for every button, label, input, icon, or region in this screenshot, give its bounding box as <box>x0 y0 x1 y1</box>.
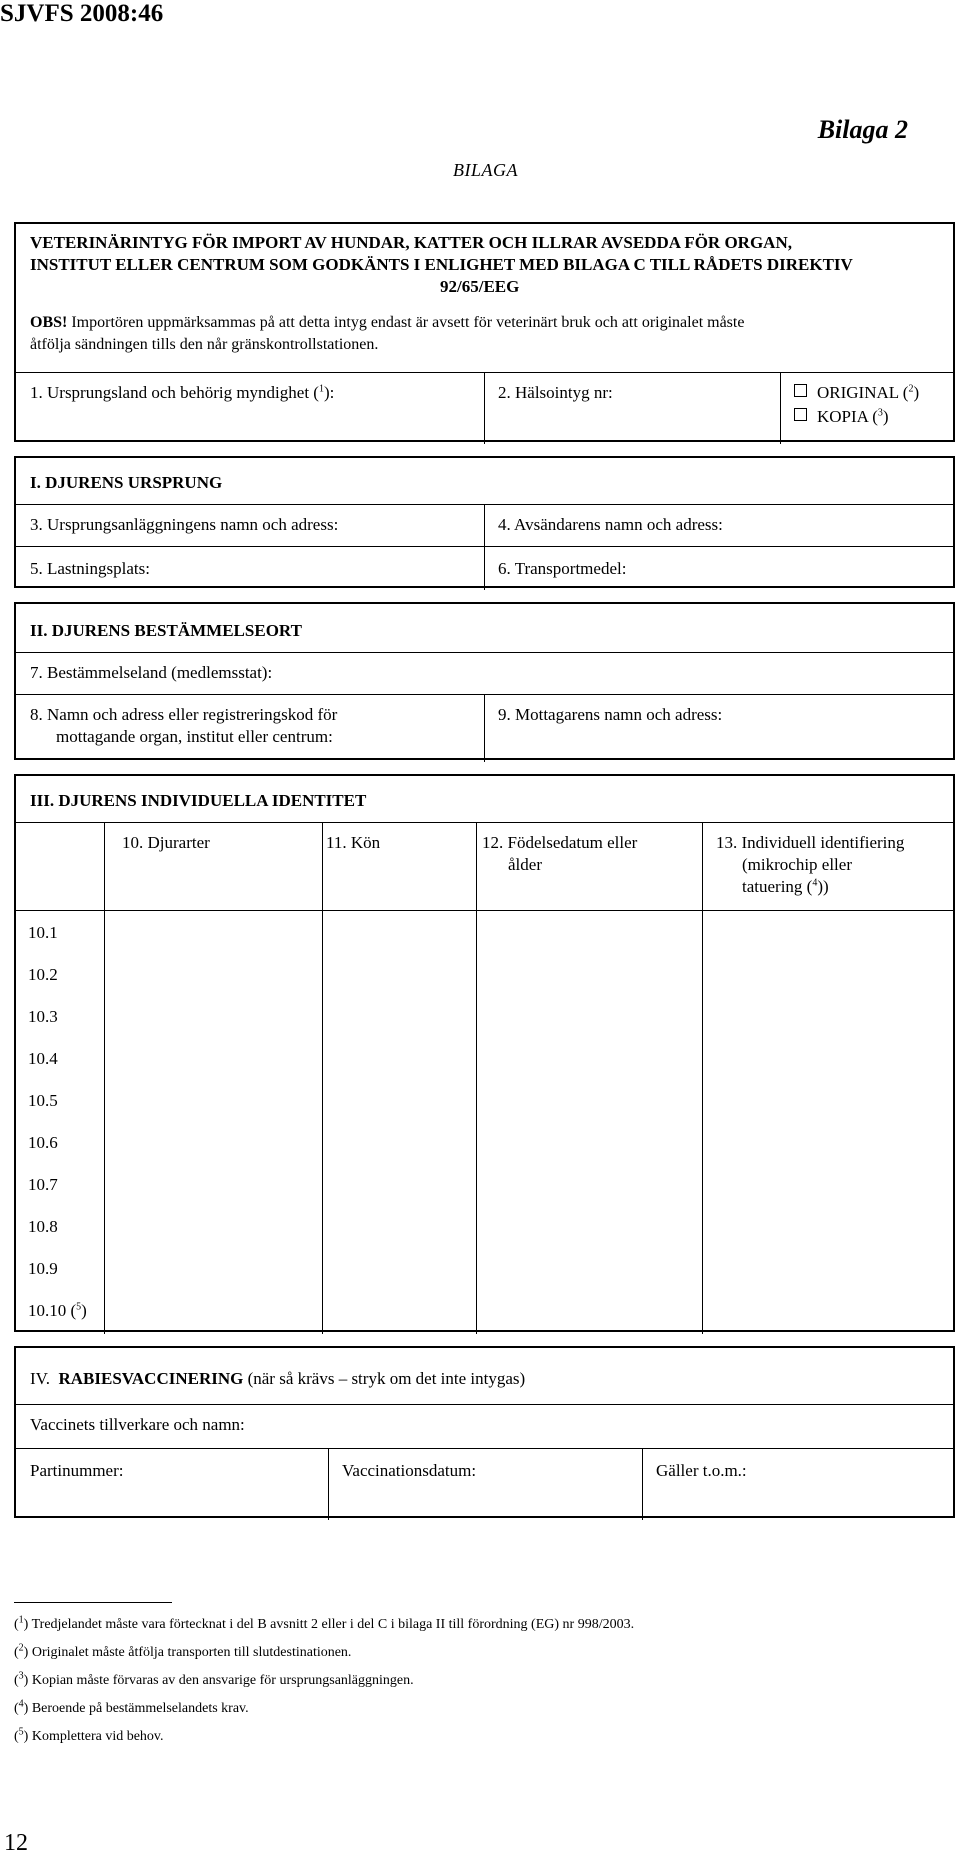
page-number: 12 <box>4 1830 28 1856</box>
checkbox-original[interactable]: ORIGINAL ($^2$) <box>794 382 919 404</box>
checkbox-icon[interactable] <box>794 408 807 421</box>
field-4-consignor[interactable]: 4. Avsändarens namn och adress: <box>498 515 723 534</box>
row-label: 10.10 ($^5$) <box>28 1301 87 1320</box>
divider <box>16 546 953 547</box>
column-header-birthdate-line2: ålder <box>508 855 542 874</box>
column-header-birthdate-line1: 12. Födelsedatum eller <box>482 833 638 852</box>
document-id: SJVFS 2008:46 <box>0 0 164 27</box>
annex-label: Bilaga 2 <box>817 115 908 144</box>
divider <box>16 1404 953 1405</box>
field-8-receiving-body-line1[interactable]: 8. Namn och adress eller registreringskod för <box>30 705 338 724</box>
divider <box>476 822 477 1334</box>
vaccination-date-field[interactable]: Vaccinationsdatum: <box>342 1461 477 1480</box>
divider <box>484 694 485 762</box>
notice-line2: åtfölja sändningen tills den når gränskontrollstationen. <box>30 336 379 353</box>
section-2-block <box>14 602 955 760</box>
footnote: ($^1$) Tredjelandet måste vara förtecknat i del B avsnitt 2 eller i del C i bilaga II till förordning (EG) nr 998/2003. <box>14 1614 635 1632</box>
divider <box>484 372 485 444</box>
column-header-identification-line3: tatuering ($^4$)) <box>742 877 829 896</box>
checkbox-icon[interactable] <box>794 384 807 397</box>
divider <box>780 372 781 444</box>
row-label: 10.7 <box>28 1175 58 1194</box>
checkbox-kopia[interactable]: KOPIA ($^3$) <box>794 406 889 428</box>
row-label: 10.2 <box>28 965 58 984</box>
row-label: 10.6 <box>28 1133 58 1152</box>
annex-top-label: BILAGA <box>453 160 518 180</box>
divider <box>702 822 703 1334</box>
valid-until-field[interactable]: Gäller t.o.m.: <box>656 1461 747 1480</box>
notice-obs: OBS! <box>30 314 68 331</box>
field-5-loading-place[interactable]: 5. Lastningsplats: <box>30 559 150 578</box>
footnote: ($^4$) Beroende på bestämmelselandets krav. <box>14 1698 249 1716</box>
notice-line1: OBS! Importören uppmärksammas på att detta intyg endast är avsett för veterinärt bruk och att originalet måste <box>30 314 745 331</box>
footnote: ($^3$) Kopian måste förvaras av den ansvarige för ursprungsanläggningen. <box>14 1670 414 1688</box>
divider <box>16 1448 953 1449</box>
footnote: ($^5$) Komplettera vid behov. <box>14 1726 164 1744</box>
form-header-block <box>14 222 955 442</box>
field-6-transport[interactable]: 6. Transportmedel: <box>498 559 627 578</box>
column-header-species: 10. Djurarter <box>122 833 210 852</box>
form-title-line2: INSTITUT ELLER CENTRUM SOM GODKÄNTS I ENLIGHET MED BILAGA C TILL RÅDETS DIREKTIV <box>30 255 853 274</box>
divider <box>642 1448 643 1520</box>
row-label: 10.9 <box>28 1259 58 1278</box>
field-9-consignee[interactable]: 9. Mottagarens namn och adress: <box>498 705 723 724</box>
field-8-receiving-body-line2[interactable]: mottagande organ, institut eller centrum: <box>56 727 333 746</box>
row-label: 10.8 <box>28 1217 58 1236</box>
footnote: ($^2$) Originalet måste åtfölja transporten till slutdestinationen. <box>14 1642 352 1660</box>
column-header-identification-line1: 13. Individuell identifiering <box>716 833 905 852</box>
row-label: 10.4 <box>28 1049 58 1068</box>
column-header-identification-line2: (mikrochip eller <box>742 855 852 874</box>
row-label: 10.5 <box>28 1091 58 1110</box>
vaccine-manufacturer-field[interactable]: Vaccinets tillverkare och namn: <box>30 1415 245 1434</box>
divider <box>16 652 953 653</box>
field-1-origin-country[interactable]: 1. Ursprungsland och behörig myndighet ($^1$): <box>30 383 335 402</box>
divider <box>322 822 323 1334</box>
divider <box>16 910 953 911</box>
divider <box>16 822 953 823</box>
section-4-heading: IV. RABIESVACCINERING (när så krävs – stryk om det inte intygas) <box>30 1369 526 1388</box>
section-3-block <box>14 774 955 1332</box>
row-label: 10.3 <box>28 1007 58 1026</box>
section-2-heading: II. DJURENS BESTÄMMELSEORT <box>30 621 302 640</box>
divider <box>328 1448 329 1520</box>
section-1-block <box>14 456 955 588</box>
divider <box>484 504 485 590</box>
form-title-line3: 92/65/EEG <box>440 277 520 296</box>
batch-number-field[interactable]: Partinummer: <box>30 1461 124 1480</box>
field-3-origin-establishment[interactable]: 3. Ursprungsanläggningens namn och adress: <box>30 515 339 534</box>
row-label: 10.1 <box>28 923 58 942</box>
field-7-destination-country[interactable]: 7. Bestämmelseland (medlemsstat): <box>30 663 273 682</box>
section-4-block <box>14 1346 955 1518</box>
divider <box>104 822 105 1334</box>
section-3-heading: III. DJURENS INDIVIDUELLA IDENTITET <box>30 791 367 810</box>
section-1-heading: I. DJURENS URSPRUNG <box>30 473 223 492</box>
field-2-certificate-number[interactable]: 2. Hälsointyg nr: <box>498 383 613 402</box>
form-title-line1: VETERINÄRINTYG FÖR IMPORT AV HUNDAR, KATTER OCH ILLRAR AVSEDDA FÖR ORGAN, <box>30 233 792 252</box>
footnote-rule <box>14 1602 172 1603</box>
column-header-sex: 11. Kön <box>326 833 381 852</box>
